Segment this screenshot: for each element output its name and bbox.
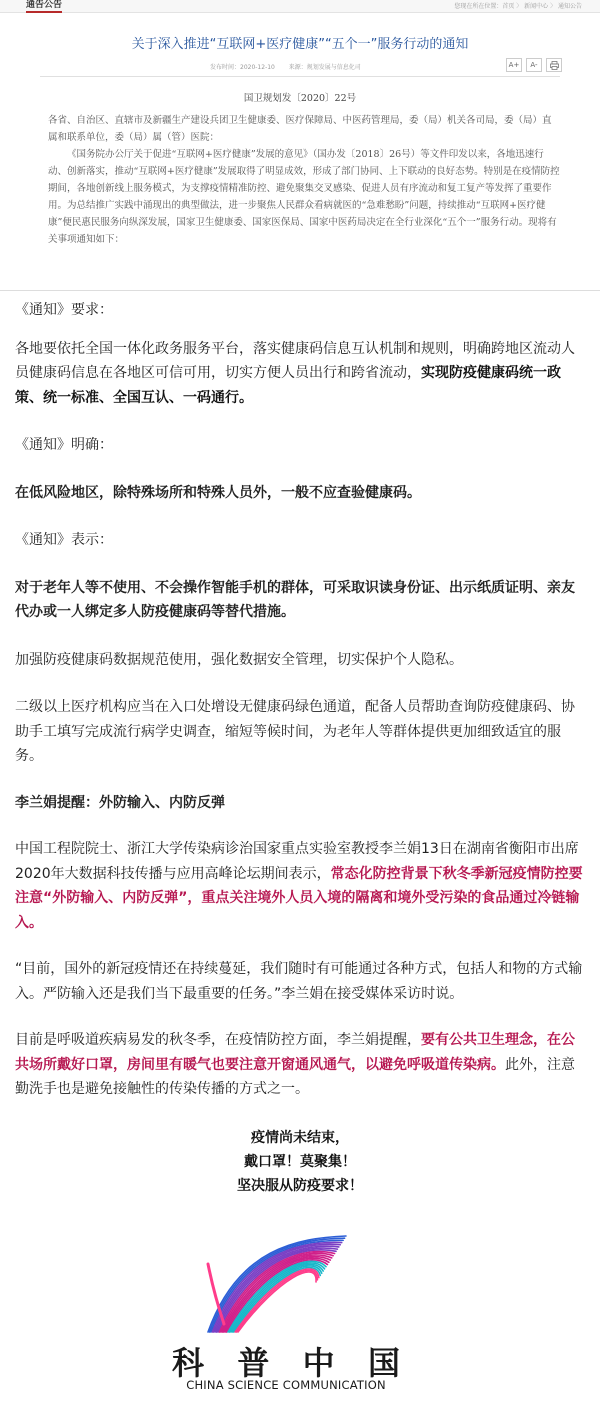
notice-addressee: 各省、自治区、直辖市及新疆生产建设兵团卫生健康委、医疗保障局、中医药管理局，委（局）机关各司局，委（局）直属和联系单位，委（局）属（管）医院：	[48, 115, 552, 143]
slogan-line: 疫情尚未结束，	[251, 1129, 349, 1146]
breadcrumb[interactable]: 您现在所在位置：首页 〉 新闻中心 〉 通知公告	[454, 3, 582, 10]
logo-char: 普	[237, 1344, 270, 1382]
notice-source: 来源：规划发展与信息化司	[288, 64, 361, 71]
notice-label-states: 《通知》表示：	[15, 532, 113, 548]
slogan-line: 戴口罩！莫聚集！	[244, 1153, 356, 1170]
article-paragraph	[15, 1028, 585, 1102]
print-icon	[550, 61, 559, 70]
slogans	[15, 1126, 585, 1198]
logo-char: 国	[367, 1344, 400, 1382]
emphasis-paragraph: 对于老年人等不使用、不会操作智能手机的群体，可采取识读身份证、出示纸质证明、亲友代办或一人绑定多人防疫健康码等替代措施。	[15, 579, 575, 620]
section-heading: 李兰娟提醒：外防输入、内防反弹	[15, 794, 225, 811]
notice-title: 关于深入推进“互联网+医疗健康”“五个一”服务行动的通知	[131, 37, 469, 52]
article-paragraph: 加强防疫健康码数据规范使用，强化数据安全管理，切实保护个人隐私。	[15, 651, 463, 668]
print-button[interactable]	[546, 58, 562, 72]
notice-screenshot	[0, 0, 600, 291]
article-paragraph: 二级以上医疗机构应当在入口处增设无健康码绿色通道，配备人员帮助查询防疫健康码、协助手工填写完成流行病学史调查，缩短等候时间，为老年人等群体提供更加细致适宜的服务。	[15, 699, 575, 764]
highlight-text: 常态化防控背景下秋冬季新冠疫情防控要注意“外防输入、内防反弹”，重点关注境外人员入境的隔离和境外受污染的食品通过冷链输入。	[15, 865, 583, 931]
font-decrease-button[interactable]: A-	[526, 58, 542, 72]
paragraph-text: 各地要依托全国一体化政务服务平台，落实健康码信息互认机制和规则，明确跨地区流动人员健康码信息在各地区可信可用，切实方便人员出行和跨省流动，	[15, 340, 575, 381]
article-body	[0, 291, 600, 1198]
article-paragraph	[15, 837, 585, 935]
china-science-communication-logo	[168, 1228, 404, 1403]
notice-label-requires: 《通知》要求：	[15, 302, 113, 318]
document-number: 国卫规划发〔2020〕22号	[243, 93, 357, 104]
publish-date: 发布时间：2020-12-10	[210, 64, 275, 71]
paragraph-text: 目前是呼吸道疾病易发的秋冬季，在疫情防控方面，李兰娟提醒，	[15, 1032, 421, 1048]
font-increase-button[interactable]: A+	[506, 58, 522, 72]
paragraph-text: 此外，注意勤洗手也是避免接触性的传染传播的方式之一。	[15, 1056, 575, 1097]
logo-char: 中	[302, 1344, 335, 1382]
notice-paragraph: 《国务院办公厅关于促进“互联网+医疗健康”发展的意见》（国办发〔2018〕26号）等文件印发以来，各地迅速行动、创新落实，推动“互联网+医疗健康”发展取得了明显成效，形成了部门协同、上下联动的良好态势。特别是在疫情防控期间，各地创新线上服务模式，为支撑疫情精准防控、避免聚集交叉感染、促进人员有序流动和复工复产等发挥了重要作用。为总结推广实践中涌现出的典型做法，进一步聚焦人民群众看病就医的“急难愁盼”问题，持续推动“互联网+医疗健康”便民惠民服务向纵深发展，国家卫生健康委、国家医保局、国家中医药局决定在全行业深化“五个一”服务行动。现将有关事项通知如下：	[48, 149, 560, 245]
emphasis-text: 实现防疫健康码统一政策、统一标准、全国互认、一码通行。	[15, 365, 561, 406]
emphasis-paragraph: 在低风险地区，除特殊场所和特殊人员外，一般不应查验健康码。	[15, 484, 421, 501]
notice-body	[48, 112, 560, 248]
notice-tools	[506, 58, 562, 72]
highlight-text: 要有公共卫生理念，在公共场所戴好口罩，房间里有暖气也要注意开窗通风通气，以避免呼吸道传染病。	[15, 1032, 575, 1073]
paragraph-text: 中国工程院院士、浙江大学传染病诊治国家重点实验室教授李兰娟13日在湖南省衡阳市出席2020年大数据科技传播与应用高峰论坛期间表示，	[15, 841, 579, 882]
article-paragraph	[15, 337, 585, 411]
notice-meta	[210, 62, 373, 71]
logo-char: 科	[172, 1344, 205, 1382]
logo-wave-icon	[168, 1228, 404, 1336]
article-paragraph: “目前，国外的新冠疫情还在持续蔓延，我们随时有可能通过各种方式，包括人和物的方式输入。严防输入还是我们当下最重要的任务。”李兰娟在接受媒体采访时说。	[15, 961, 583, 1002]
divider	[40, 76, 560, 77]
logo-english-name: CHINA SCIENCE COMMUNICATION	[186, 1378, 386, 1392]
slogan-line: 坚决服从防疫要求！	[237, 1177, 363, 1194]
section-label: 通告公告	[26, 0, 62, 13]
notice-label-clarifies: 《通知》明确：	[15, 437, 113, 453]
